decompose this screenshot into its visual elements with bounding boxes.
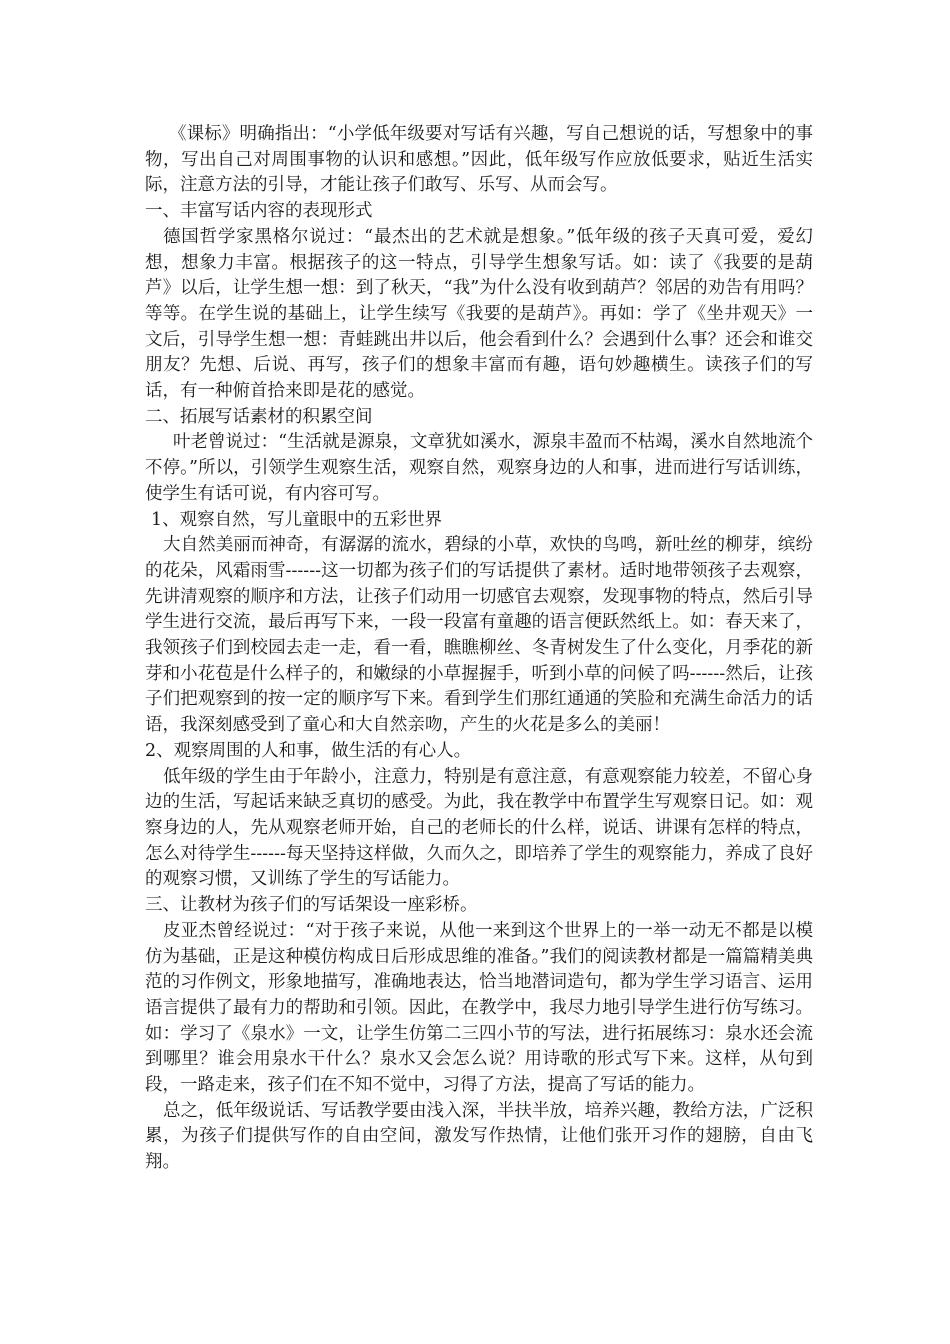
document-body [145, 122, 813, 1176]
subsection-heading-1: 1、观察自然，写儿童眼中的五彩世界 [151, 509, 443, 530]
conclusion-paragraph: 总之，低年级说话、写话教学要由浅入深，半扶半放，培养兴趣，教给方法，广泛积累，为孩子们提供写作的自由空间，激发写作热情，让他们张开习作的翅膀，自由飞翔。 [145, 1100, 813, 1173]
body-paragraph: 叶老曾说过：“生活就是源泉，文章犹如溪水，源泉丰盈而不枯竭，溪水自然地流个不停。”所以，引领学生观察生活，观察自然，观察身边的人和事，进而进行写话训练，使学生有话可说，有内容可写。 [145, 432, 813, 504]
subsection-heading-2: 2、观察周围的人和事，做生活的有心人。 [145, 740, 472, 761]
intro-paragraph: 《课标》明确指出：“小学低年级要对写话有兴趣，写自己想说的话，写想象中的事物，写出自己对周围事物的认识和感想。”因此，低年级写作应放低要求，贴近生活实际，注意方法的引导，才能让孩子们敢写、乐写、从而会写。 [145, 124, 813, 196]
section-heading-1: 一、丰富写话内容的表现形式 [145, 201, 373, 222]
body-paragraph: 皮亚杰曾经说过：“对于孩子来说，从他一来到这个世界上的一举一动无不都是以模仿为基础，正是这种模仿构成日后形成思维的准备。”我们的阅读教材都是一篇篇精美典范的习作例文，形象地描写，准确地表达，恰当地潜词造句，都为学生学习语言、运用语言提供了最有力的帮助和引领。因此，在教学中，我尽力地引导学生进行仿写练习。如：学习了《泉水》一文，让学生仿第二三四小节的写法，进行拓展练习：泉水还会流到哪里？谁会用泉水干什么？泉水又会怎么说？用诗歌的形式写下来。这样，从句到段，一路走来，孩子们在不知不觉中，习得了方法，提高了写话的能力。 [145, 920, 813, 1096]
body-paragraph: 大自然美丽而神奇，有潺潺的流水，碧绿的小草，欢快的鸟鸣，新吐丝的柳芽，缤纷的花朵，风霜雨雪------这一切都为孩子们的写话提供了素材。适时地带领孩子去观察，先讲清观察的顺序和方法，让孩子们动用一切感官去观察，发现事物的特点，然后引导学生进行交流，最后再写下来，一段一段富有童趣的语言便跃然纸上。如：春天来了，我领孩子们到校园去走一走，看一看，瞧瞧柳丝、冬青树发生了什么变化，月季花的新芽和小花苞是什么样子的，和嫩绿的小草握握手，听到小草的问候了吗------然后，让孩子们把观察到的按一定的顺序写下来。看到学生们那红通通的笑脸和充满生命活力的话语，我深刻感受到了童心和大自然亲吻，产生的火花是多么的美丽！ [145, 535, 813, 736]
section-heading-2: 二、拓展写话素材的积累空间 [145, 406, 373, 427]
section-heading-3: 三、让教材为孩子们的写话架设一座彩桥。 [145, 895, 478, 916]
body-paragraph: 德国哲学家黑格尔说过：“最杰出的艺术就是想象。”低年级的孩子天真可爱，爱幻想，想象力丰富。根据孩子的这一特点，引导学生想象写话。如：读了《我要的是葫芦》以后，让学生想一想：到了秋天，“我”为什么没有收到葫芦？邻居的劝告有用吗？等等。在学生说的基础上，让学生续写《我要的是葫芦》。再如：学了《坐井观天》一文后，引导学生想一想：青蛙跳出井以后，他会看到什么？会遇到什么事？还会和谁交朋友？先想、后说、再写，孩子们的想象丰富而有趣，语句妙趣横生。读孩子们的写话，有一种俯首拾来即是花的感觉。 [145, 226, 813, 402]
body-paragraph: 低年级的学生由于年龄小，注意力，特别是有意注意，有意观察能力较差，不留心身边的生活，写起话来缺乏真切的感受。为此，我在教学中布置学生写观察日记。如：观察身边的人，先从观察老师开始，自己的老师长的什么样，说话、讲课有怎样的特点，怎么对待学生------每天坚持这样做，久而久之，即培养了学生的观察能力，养成了良好的观察习惯，又训练了学生的写话能力。 [145, 766, 813, 890]
